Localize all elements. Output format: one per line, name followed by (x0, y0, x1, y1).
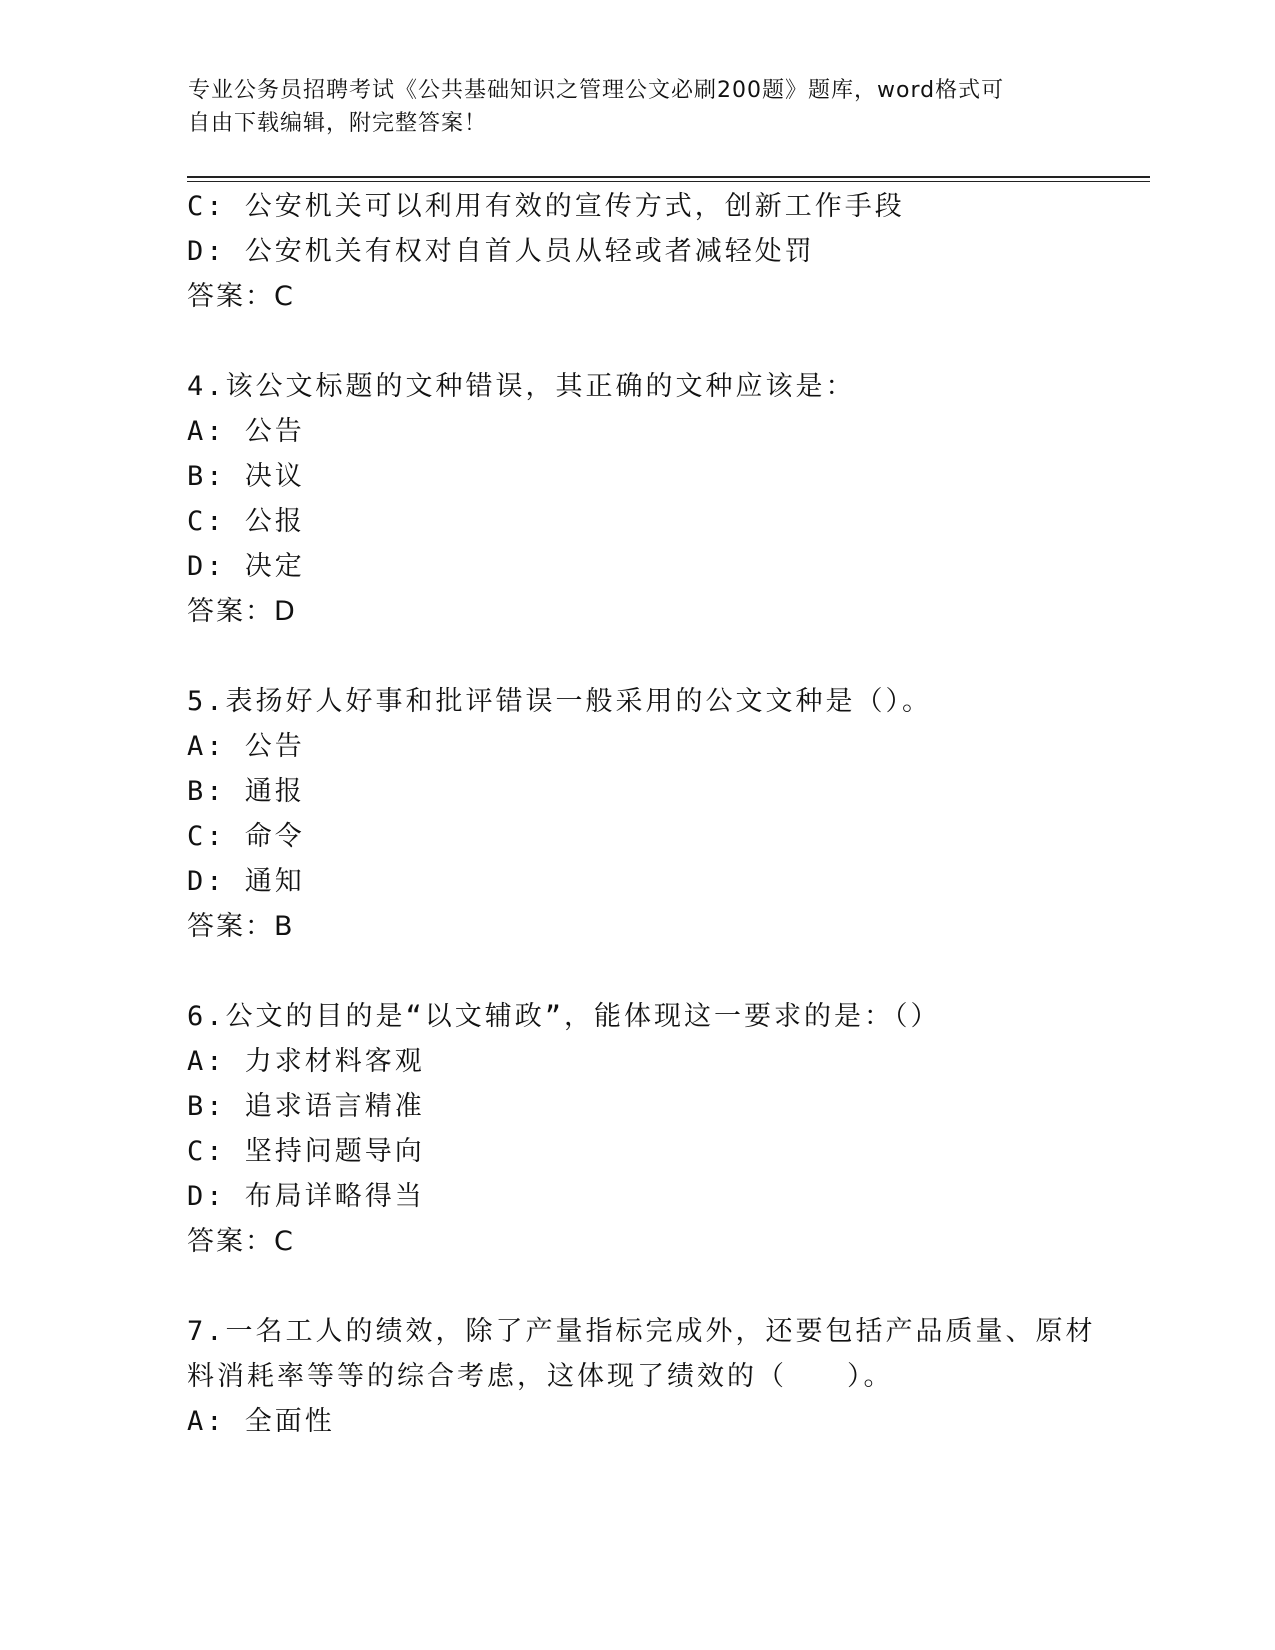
q7-question-line-2: 料消耗率等等的综合考虑，这体现了绩效的（ ）。 (187, 1361, 894, 1392)
q6-option-b: B: 追求语言精准 (187, 1091, 425, 1122)
q6-option-c: C: 坚持问题导向 (187, 1136, 425, 1167)
q5-answer: 答案：B (187, 911, 295, 942)
q6-answer: 答案：C (187, 1226, 295, 1257)
header-divider-thick (187, 176, 1150, 178)
header-line-1: 专业公务员招聘考试《公共基础知识之管理公文必刷200题》题库，word格式可 (188, 78, 1005, 103)
q7-question-line-1: 7.一名工人的绩效，除了产量指标完成外，还要包括产品质量、原材 (187, 1316, 1096, 1347)
header-divider-thin (187, 181, 1150, 182)
q6-option-a: A: 力求材料客观 (187, 1046, 425, 1077)
q4-option-d: D: 决定 (187, 551, 305, 582)
q3-option-c: C: 公安机关可以利用有效的宣传方式，创新工作手段 (187, 191, 905, 222)
q4-option-c: C: 公报 (187, 506, 305, 537)
q5-option-d: D: 通知 (187, 866, 305, 897)
document-header (188, 74, 1068, 140)
q4-question: 4.该公文标题的文种错误，其正确的文种应该是： (187, 371, 856, 402)
q5-option-a: A: 公告 (187, 731, 305, 762)
q6-option-d: D: 布局详略得当 (187, 1181, 425, 1212)
q3-answer: 答案：C (187, 281, 295, 312)
q4-option-a: A: 公告 (187, 416, 305, 447)
q5-option-c: C: 命令 (187, 821, 305, 852)
q5-question: 5.表扬好人好事和批评错误一般采用的公文文种是（）。 (187, 686, 933, 717)
q7-option-a: A: 全面性 (187, 1406, 335, 1437)
q3-option-d: D: 公安机关有权对自首人员从轻或者减轻处罚 (187, 236, 815, 267)
q5-option-b: B: 通报 (187, 776, 305, 807)
q4-option-b: B: 决议 (187, 461, 305, 492)
q6-question: 6.公文的目的是“以文辅政”，能体现这一要求的是：（） (187, 1001, 941, 1032)
q4-answer: 答案：D (187, 596, 297, 627)
header-line-2: 自由下载编辑，附完整答案！ (188, 111, 488, 136)
